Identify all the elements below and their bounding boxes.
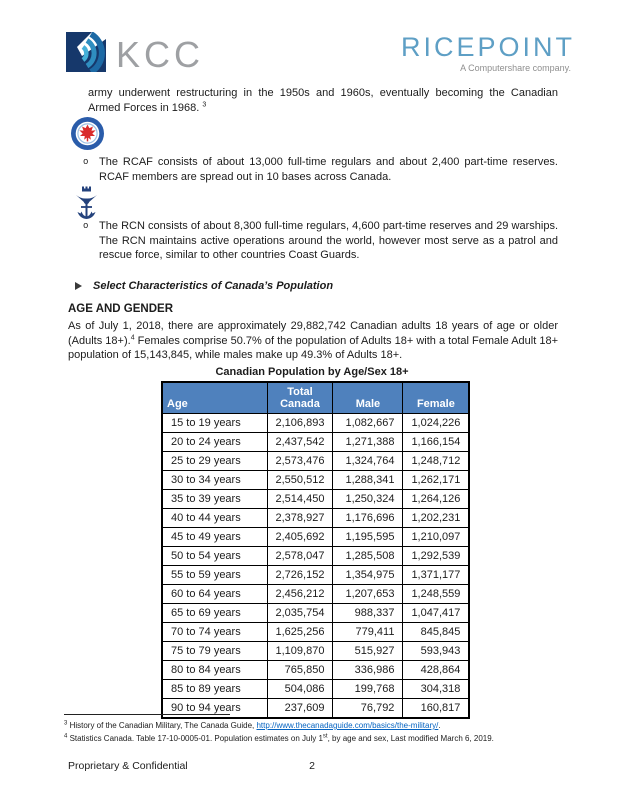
- value-cell: 2,378,927: [267, 509, 333, 528]
- value-cell: 1,324,764: [333, 452, 403, 471]
- age-cell: 55 to 59 years: [162, 566, 267, 585]
- rcaf-roundel-icon: [70, 116, 105, 156]
- value-cell: 304,318: [403, 680, 469, 699]
- page-number: 2: [309, 760, 315, 772]
- value-cell: 2,035,754: [267, 604, 333, 623]
- value-cell: 1,248,712: [403, 452, 469, 471]
- table-row: [162, 528, 469, 547]
- bullet-marker: o: [83, 157, 89, 167]
- age-gender-paragraph: As of July 1, 2018, there are approximately 29,882,742 Canadian adults 18 years of age or older (Adults 18+).$^4$ Females comprise 50.7% of the population of Adults 18+ with a total Female Adult 18+ population of 15,143,845, while males make up 49.3% of Adults 18+.: [68, 320, 558, 361]
- value-cell: 1,288,341: [333, 471, 403, 490]
- value-cell: 1,285,508: [333, 547, 403, 566]
- value-cell: 1,354,975: [333, 566, 403, 585]
- footer-confidential-label: Proprietary & Confidential: [68, 760, 188, 772]
- value-cell: 199,768: [333, 680, 403, 699]
- age-cell: 25 to 29 years: [162, 452, 267, 471]
- kcc-logo-icon: [66, 32, 106, 77]
- value-cell: 160,817: [403, 699, 469, 719]
- ricepoint-tagline: A Computershare company.: [460, 63, 571, 73]
- table-row: [162, 699, 469, 719]
- age-cell: 45 to 49 years: [162, 528, 267, 547]
- value-cell: 779,411: [333, 623, 403, 642]
- subsection-heading: AGE AND GENDER: [68, 303, 173, 315]
- footnote-ref-3: 3: [202, 100, 207, 108]
- column-header-age: Age: [162, 382, 267, 414]
- table-row: [162, 414, 469, 433]
- age-cell: 80 to 84 years: [162, 661, 267, 680]
- table-row: [162, 547, 469, 566]
- value-cell: 76,792: [333, 699, 403, 719]
- table-row: [162, 604, 469, 623]
- age-cell: 50 to 54 years: [162, 547, 267, 566]
- value-cell: 2,514,450: [267, 490, 333, 509]
- value-cell: 428,864: [403, 661, 469, 680]
- age-cell: 20 to 24 years: [162, 433, 267, 452]
- value-cell: 845,845: [403, 623, 469, 642]
- kcc-logo-text: KCC: [116, 33, 205, 75]
- value-cell: 2,573,476: [267, 452, 333, 471]
- age-cell: 15 to 19 years: [162, 414, 267, 433]
- value-cell: 1,250,324: [333, 490, 403, 509]
- footnote-4: $^4$ Statistics Canada. Table 17-10-0005-01. Population estimates on July 1st, by age and sex, Last modified March 6, 2019.: [64, 733, 494, 743]
- age-cell: 60 to 64 years: [162, 585, 267, 604]
- table-row: [162, 585, 469, 604]
- footnote-link[interactable]: http://www.thecanadaguide.com/basics/the-military/: [256, 721, 439, 730]
- value-cell: 765,850: [267, 661, 333, 680]
- age-cell: 75 to 79 years: [162, 642, 267, 661]
- rcn-bullet-text: The RCN consists of about 8,300 full-time regulars, 4,600 part-time reserves and 29 warships. The RCN maintains active operations around the world, however most serve as a patrol and rescue force, similar to other countries Coast Guards.: [99, 220, 558, 261]
- value-cell: 2,550,512: [267, 471, 333, 490]
- table-row: [162, 623, 469, 642]
- section-heading-text: Select Characteristics of Canada’s Population: [93, 280, 334, 292]
- value-cell: 2,405,692: [267, 528, 333, 547]
- table-row: [162, 642, 469, 661]
- value-cell: 2,578,047: [267, 547, 333, 566]
- value-cell: 1,264,126: [403, 490, 469, 509]
- value-cell: 1,202,231: [403, 509, 469, 528]
- column-header-total: Total Canada: [267, 382, 333, 414]
- value-cell: 1,047,417: [403, 604, 469, 623]
- table-row: [162, 490, 469, 509]
- table-row: [162, 680, 469, 699]
- footnote-ref-4: 4: [130, 333, 135, 341]
- value-cell: 1,248,559: [403, 585, 469, 604]
- age-cell: 90 to 94 years: [162, 699, 267, 719]
- value-cell: 1,625,256: [267, 623, 333, 642]
- intro-paragraph: army underwent restructuring in the 1950s and 1960s, eventually becoming the Canadian Armed Forces in 1968. $^3$: [88, 87, 558, 114]
- value-cell: 593,943: [403, 642, 469, 661]
- value-cell: 1,210,097: [403, 528, 469, 547]
- rcaf-bullet-item: [83, 155, 558, 184]
- population-table: [161, 381, 470, 719]
- column-header-female: Female: [403, 382, 469, 414]
- rcn-bullet-item: [83, 219, 558, 263]
- section-heading: [75, 280, 333, 292]
- value-cell: 1,109,870: [267, 642, 333, 661]
- age-cell: 70 to 74 years: [162, 623, 267, 642]
- table-row: [162, 433, 469, 452]
- value-cell: 1,195,595: [333, 528, 403, 547]
- kcc-logo: [66, 32, 204, 77]
- value-cell: 1,271,388: [333, 433, 403, 452]
- age-cell: 30 to 34 years: [162, 471, 267, 490]
- value-cell: 2,106,893: [267, 414, 333, 433]
- value-cell: 515,927: [333, 642, 403, 661]
- footnote-separator: [64, 714, 230, 715]
- value-cell: 504,086: [267, 680, 333, 699]
- bullet-marker: o: [83, 221, 89, 231]
- table-row: [162, 566, 469, 585]
- value-cell: 2,726,152: [267, 566, 333, 585]
- value-cell: 1,262,171: [403, 471, 469, 490]
- ricepoint-logo-text: RICEPOINT: [400, 32, 575, 62]
- value-cell: 1,207,653: [333, 585, 403, 604]
- table-title: Canadian Population by Age/Sex 18+: [215, 366, 409, 378]
- column-header-male: Male: [333, 382, 403, 414]
- table-header-row: [162, 382, 469, 414]
- arrow-bullet-icon: [75, 282, 82, 290]
- value-cell: 1,292,539: [403, 547, 469, 566]
- value-cell: 1,082,667: [333, 414, 403, 433]
- value-cell: 336,986: [333, 661, 403, 680]
- value-cell: 2,456,212: [267, 585, 333, 604]
- value-cell: 1,176,696: [333, 509, 403, 528]
- table-row: [162, 471, 469, 490]
- value-cell: 237,609: [267, 699, 333, 719]
- table-row: [162, 509, 469, 528]
- table-row: [162, 661, 469, 680]
- age-cell: 40 to 44 years: [162, 509, 267, 528]
- table-row: [162, 452, 469, 471]
- age-cell: 65 to 69 years: [162, 604, 267, 623]
- value-cell: 1,166,154: [403, 433, 469, 452]
- value-cell: 2,437,542: [267, 433, 333, 452]
- rcaf-bullet-text: The RCAF consists of about 13,000 full-time regulars and about 2,400 part-time reserves. RCAF members are spread out in 10 bases across Canada.: [99, 156, 558, 183]
- ricepoint-logo: [401, 33, 575, 73]
- age-cell: 85 to 89 years: [162, 680, 267, 699]
- age-cell: 35 to 39 years: [162, 490, 267, 509]
- value-cell: 1,371,177: [403, 566, 469, 585]
- value-cell: 1,024,226: [403, 414, 469, 433]
- value-cell: 988,337: [333, 604, 403, 623]
- footnote-3: $^3$ History of the Canadian Military, The Canada Guide, http://www.thecanadaguide.com/basics/the-military/.: [64, 720, 441, 730]
